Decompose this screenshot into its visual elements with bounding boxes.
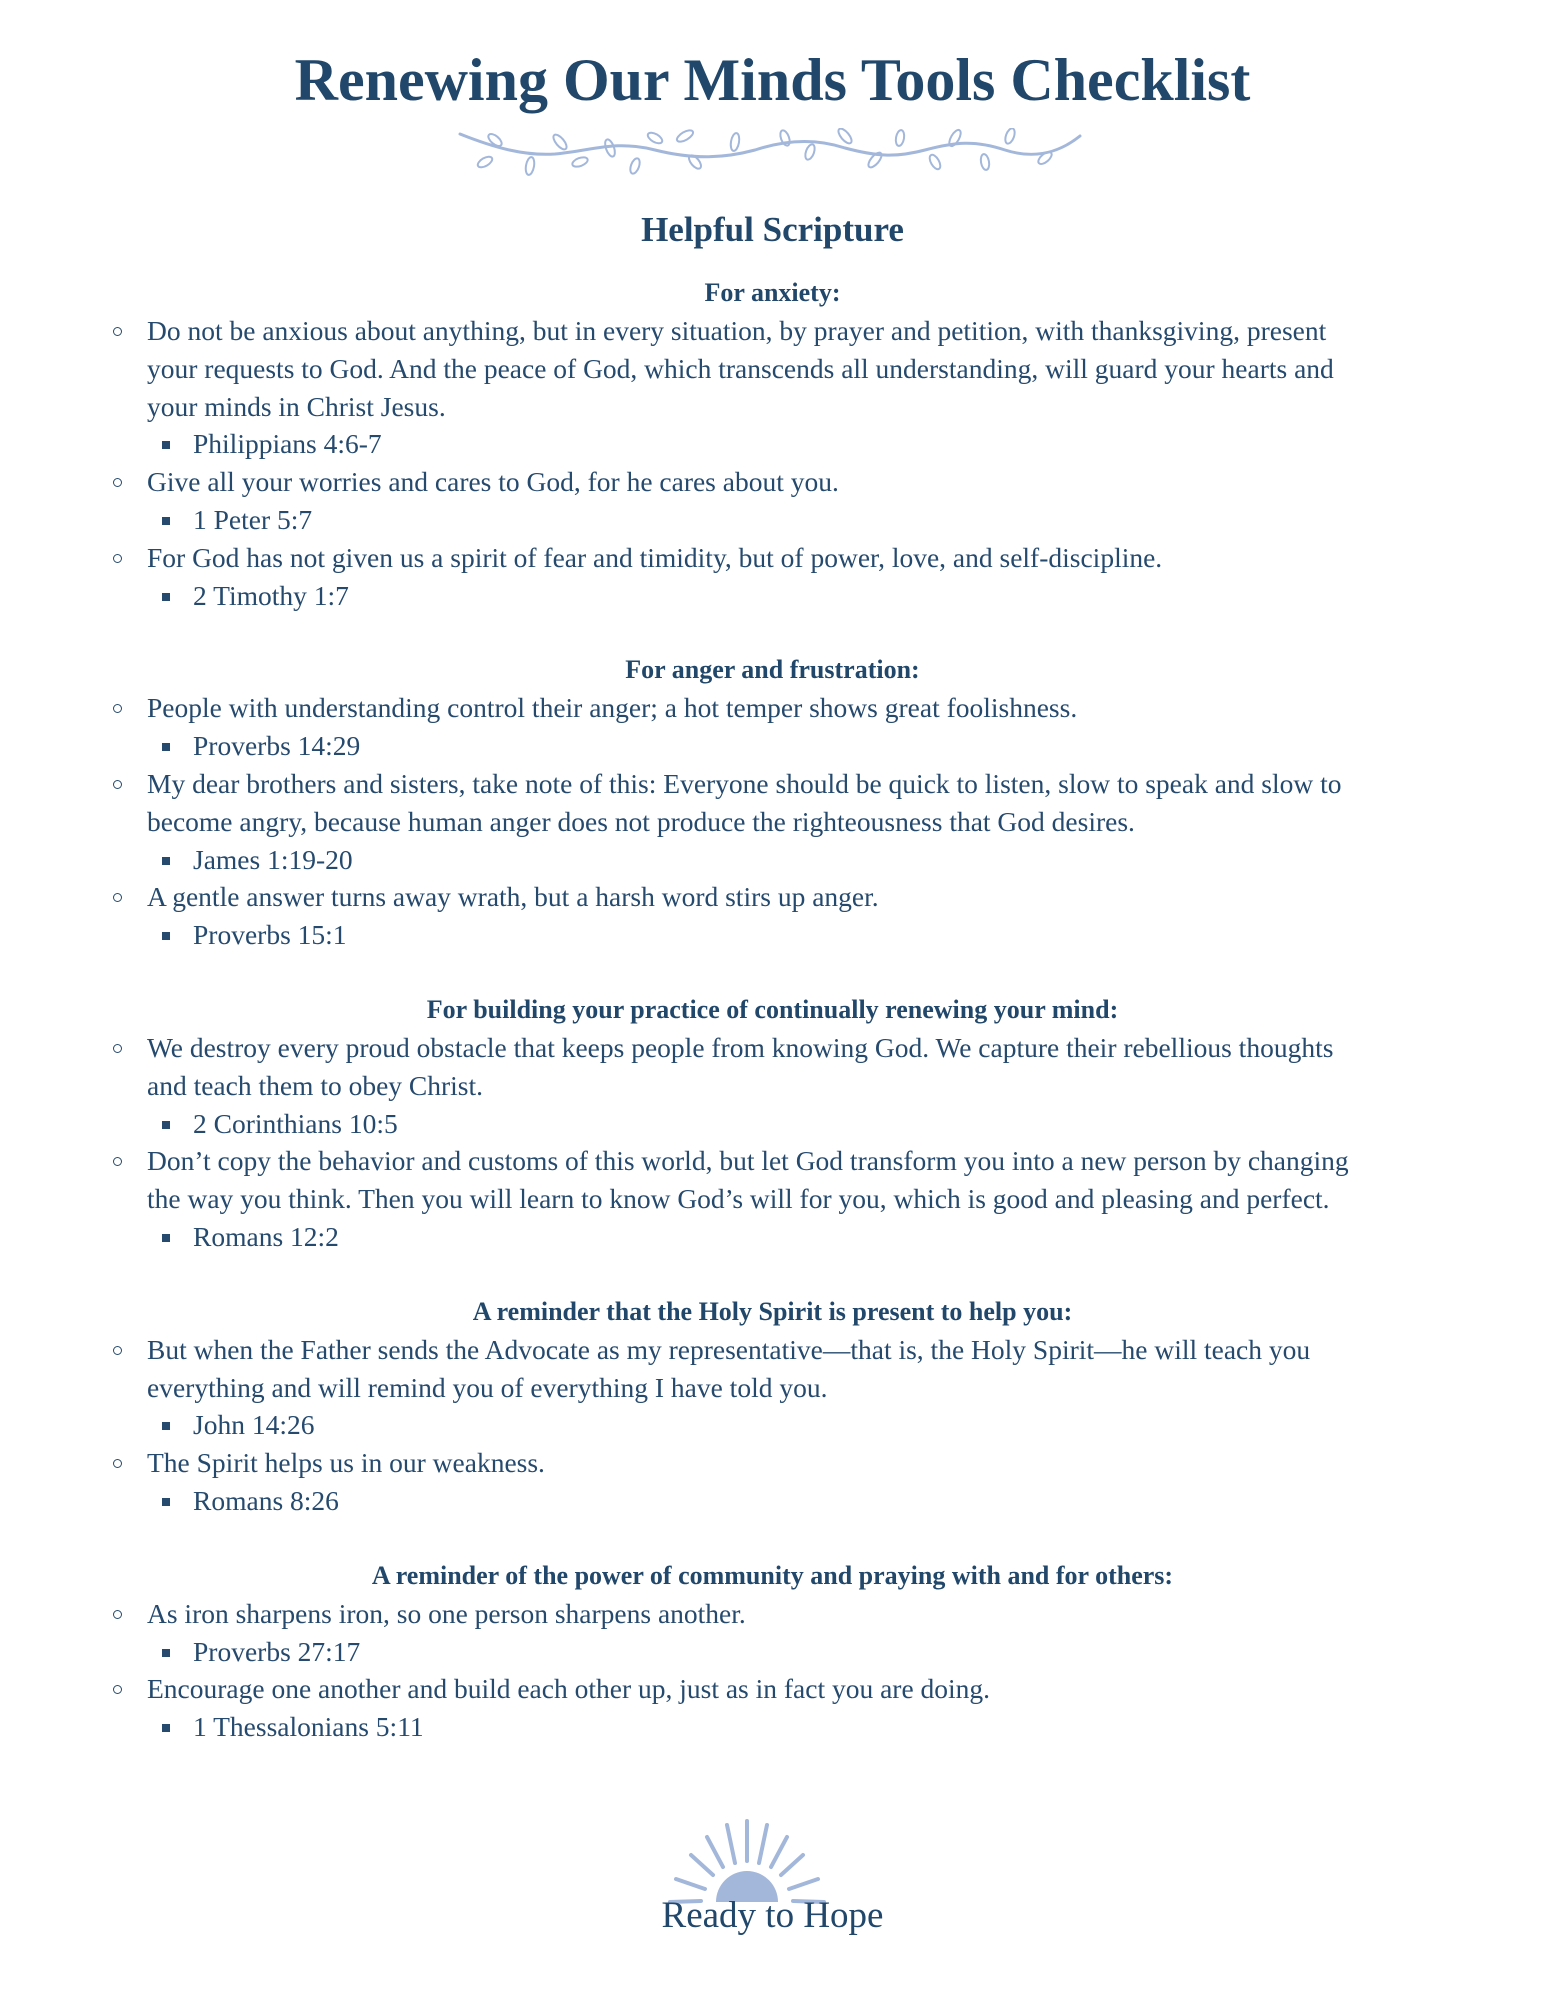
verse-line: The Spirit helps us in our weakness. <box>147 1447 545 1479</box>
circle-bullet-icon <box>113 893 122 902</box>
verse-line: and teach them to obey Christ. <box>147 1069 484 1101</box>
verse-item <box>0 1029 1545 1105</box>
reference-text: James 1:19-20 <box>193 843 353 875</box>
section-heading: For anxiety: <box>704 278 841 307</box>
reference-text: Romans 8:26 <box>193 1484 339 1516</box>
verse-reference <box>0 425 1545 463</box>
verse-reference <box>0 1708 1545 1746</box>
reference-text: Romans 12:2 <box>193 1220 339 1252</box>
verse-item <box>0 765 1545 841</box>
circle-bullet-icon <box>113 704 122 713</box>
circle-bullet-icon <box>113 1346 122 1355</box>
verse-line: For God has not given us a spirit of fear and timidity, but of power, love, and self-discipline. <box>147 541 1163 573</box>
circle-bullet-icon <box>113 1157 122 1166</box>
verse-line: your minds in Christ Jesus. <box>147 390 446 422</box>
scripture-list <box>0 274 1545 1783</box>
verse-line: Do not be anxious about anything, but in every situation, by prayer and petition, with thanksgiving, present <box>147 315 1327 346</box>
square-bullet-icon <box>162 1234 170 1242</box>
circle-bullet-icon <box>113 554 122 563</box>
section-holy-spirit <box>0 1293 1545 1520</box>
square-bullet-icon <box>162 1121 170 1129</box>
verse-line: everything and will remind you of everything I have told you. <box>147 1371 828 1403</box>
reference-text: Proverbs 27:17 <box>193 1635 361 1667</box>
vine-divider-icon <box>455 128 1085 176</box>
verse-reference <box>0 1482 1545 1520</box>
verse-reference <box>0 1633 1545 1671</box>
reference-text: 2 Corinthians 10:5 <box>193 1107 398 1139</box>
section-anger <box>0 651 1545 954</box>
verse-item <box>0 1444 1545 1482</box>
verse-line: But when the Father sends the Advocate as my representative—that is, the Holy Spirit—he will teach you <box>147 1333 1311 1365</box>
verse-item <box>0 463 1545 501</box>
verse-reference <box>0 577 1545 615</box>
verse-reference <box>0 916 1545 954</box>
reference-text: 2 Timothy 1:7 <box>193 579 349 611</box>
verse-reference <box>0 1105 1545 1143</box>
circle-bullet-icon <box>113 1685 122 1694</box>
circle-bullet-icon <box>113 780 122 789</box>
reference-text: Philippians 4:6-7 <box>193 428 382 460</box>
circle-bullet-icon <box>113 478 122 487</box>
section-anxiety <box>0 274 1545 614</box>
verse-line: People with understanding control their anger; a hot temper shows great foolishness. <box>147 692 1078 724</box>
circle-bullet-icon <box>113 1610 122 1619</box>
section-heading: A reminder that the Holy Spirit is present to help you: <box>472 1296 1073 1326</box>
verse-line: My dear brothers and sisters, take note of this: Everyone should be quick to listen, slow to speak and slow to <box>147 767 1342 799</box>
verse-item <box>0 312 1545 425</box>
circle-bullet-icon <box>113 1044 122 1053</box>
square-bullet-icon <box>162 857 170 865</box>
square-bullet-icon <box>162 932 170 940</box>
verse-item <box>0 539 1545 577</box>
verse-reference <box>0 727 1545 765</box>
section-heading: For anger and frustration: <box>625 655 920 685</box>
section-community <box>0 1557 1545 1746</box>
verse-line: Give all your worries and cares to God, for he cares about you. <box>147 466 839 498</box>
verse-line: A gentle answer turns away wrath, but a harsh word stirs up anger. <box>147 881 879 913</box>
verse-item <box>0 1595 1545 1633</box>
reference-text: 1 Thessalonians 5:11 <box>193 1711 424 1743</box>
square-bullet-icon <box>162 743 170 751</box>
verse-reference <box>0 501 1545 539</box>
section-heading: For building your practice of continually renewing your mind: <box>426 994 1119 1024</box>
verse-reference <box>0 841 1545 879</box>
section-heading: A reminder of the power of community and praying with and for others: <box>371 1560 1174 1590</box>
verse-item <box>0 1670 1545 1708</box>
square-bullet-icon <box>162 1724 170 1732</box>
verse-line: As iron sharpens iron, so one person sharpens another. <box>147 1597 746 1629</box>
reference-text: Proverbs 14:29 <box>193 730 361 762</box>
square-bullet-icon <box>162 1649 170 1657</box>
square-bullet-icon <box>162 1422 170 1430</box>
verse-line: the way you think. Then you will learn to know God’s will for you, which is good and pleasing and perfect. <box>147 1183 1330 1215</box>
verse-item <box>0 1331 1545 1407</box>
verse-line: Don’t copy the behavior and customs of this world, but let God transform you into a new person by changing <box>147 1145 1349 1177</box>
section-title: Helpful Scripture <box>641 210 904 249</box>
verse-line: Encourage one another and build each other up, just as in fact you are doing. <box>147 1673 991 1705</box>
brand-name: Ready to Hope <box>661 1895 884 1936</box>
page-title: Renewing Our Minds Tools Checklist <box>294 47 1251 113</box>
square-bullet-icon <box>162 441 170 449</box>
circle-bullet-icon <box>113 327 122 336</box>
verse-reference <box>0 1406 1545 1444</box>
square-bullet-icon <box>162 517 170 525</box>
verse-line: We destroy every proud obstacle that keeps people from knowing God. We capture their rebellious thoughts <box>147 1031 1334 1063</box>
verse-item <box>0 1142 1545 1218</box>
reference-text: John 14:26 <box>193 1409 315 1441</box>
reference-text: Proverbs 15:1 <box>193 919 347 951</box>
verse-item <box>0 689 1545 727</box>
reference-text: 1 Peter 5:7 <box>193 503 313 535</box>
verse-reference <box>0 1218 1545 1256</box>
verse-line: become angry, because human anger does not produce the righteousness that God desires. <box>147 805 1135 837</box>
square-bullet-icon <box>162 1498 170 1506</box>
verse-item <box>0 878 1545 916</box>
section-renewing-mind <box>0 991 1545 1256</box>
verse-line: your requests to God. And the peace of God, which transcends all understanding, will guard your hearts and <box>147 352 1334 384</box>
circle-bullet-icon <box>113 1459 122 1468</box>
square-bullet-icon <box>162 593 170 601</box>
